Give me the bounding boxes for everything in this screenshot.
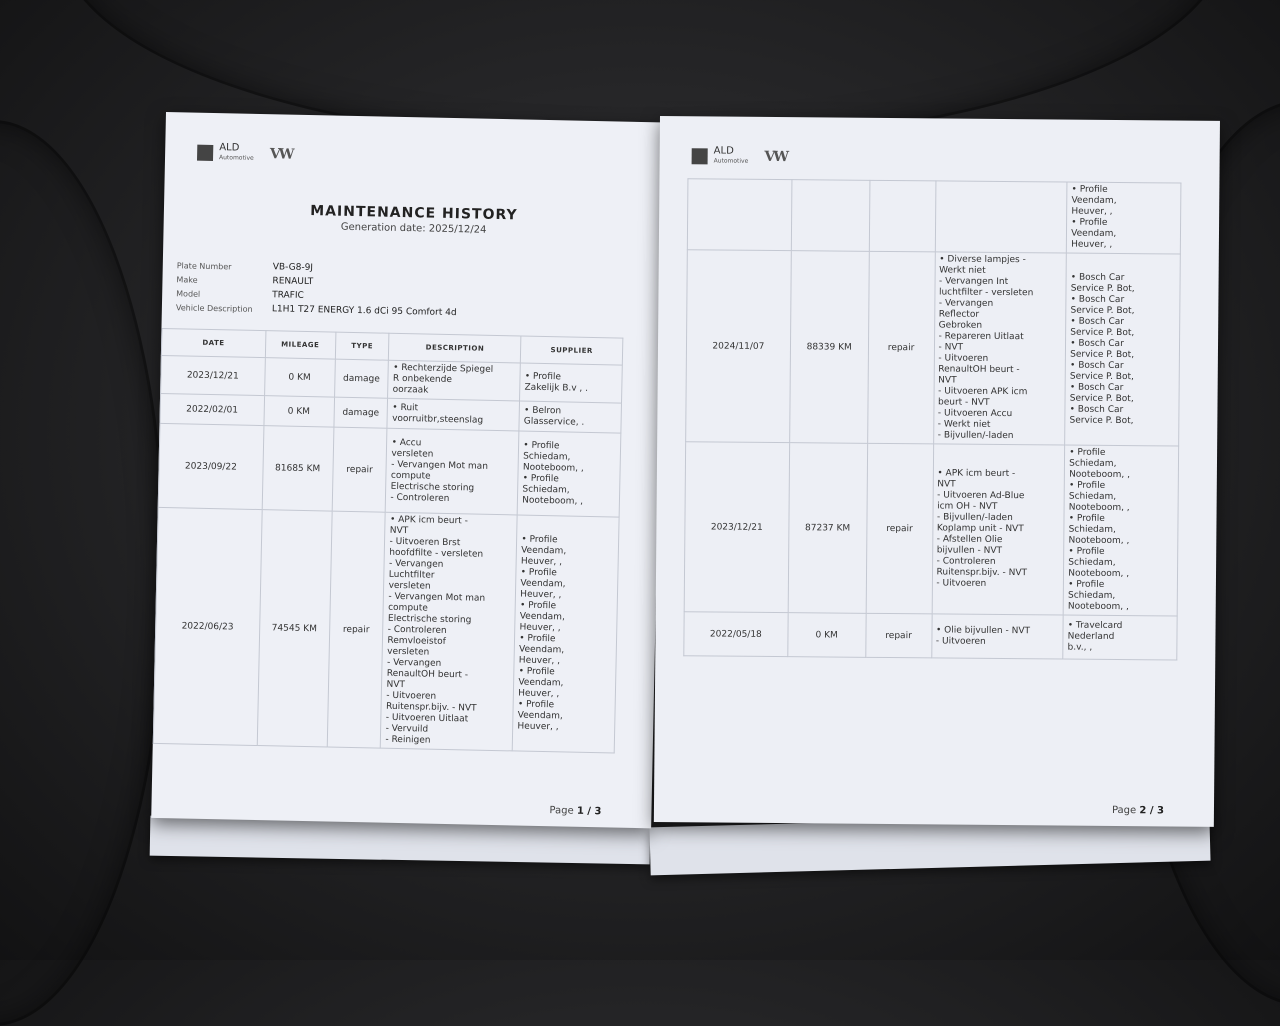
cell-sup: • Profile Zakelijk B.v , . (520, 363, 623, 403)
maintenance-table (153, 328, 624, 754)
brand-sub: Automotive (218, 154, 254, 162)
col-date: DATE (161, 328, 265, 357)
cell-type: repair (867, 251, 935, 444)
cell-type (869, 180, 935, 252)
page-current: 1 (576, 805, 584, 817)
generation-date: Generation date: 2025/12/24 (340, 221, 487, 236)
partner-logo-icon: VW (269, 146, 293, 163)
vehicle-info-value: TRAFIC (272, 290, 304, 301)
vehicle-info-label: Vehicle Description (175, 302, 253, 314)
brand-name: ALD (713, 145, 734, 157)
cell-date: 2023/09/22 (158, 423, 263, 509)
cell-date: 2024/11/07 (686, 250, 791, 443)
cell-date: 2022/05/18 (684, 612, 788, 657)
page-total: 3 (1156, 805, 1165, 817)
table-row (684, 442, 1178, 616)
cell-date: 2022/06/23 (153, 507, 262, 745)
cell-mileage: 88339 KM (789, 251, 869, 444)
table-row (684, 612, 1177, 660)
cell-sup: • Profile Schiedam, Nooteboom, , • Profile Schiedam, Nooteboom, , • Profile Schiedam, Nooteboom, , • Profile Schiedam, Nooteboom, , • Profile Schiedam, Nooteboom, , (1063, 445, 1178, 616)
vehicle-info-value: L1H1 T27 ENERGY 1.6 dCi 95 Comfort 4d (271, 304, 457, 319)
cell-sup: • Profile Schiedam, Nooteboom, , • Profile Schiedam, Nooteboom, , (517, 431, 620, 517)
maintenance-table (683, 178, 1181, 660)
cell-desc: • Rechterzijde Spiegel R onbekende oorzaak (388, 360, 521, 401)
cell-sup: • Belron Glasservice, . (519, 401, 621, 433)
cell-type: repair (332, 427, 388, 512)
cell-sup: • Travelcard Nederland b.v., , (1063, 615, 1177, 660)
vehicle-info-value: RENAULT (272, 276, 314, 288)
cell-date: 2022/02/01 (160, 393, 264, 425)
vehicle-info-value: VB-G8-9J (272, 262, 314, 274)
cell-desc: • Olie bijvullen - NVT - Uitvoeren (931, 614, 1063, 659)
vehicle-info-label: Plate Number (176, 260, 232, 271)
cell-mileage: 0 KM (788, 613, 866, 658)
vehicle-info (176, 258, 458, 320)
brand-name: ALD (219, 142, 240, 154)
page-total: 3 (594, 806, 602, 818)
cell-desc: • APK icm beurt - NVT - Uitvoeren Ad-Blue icm OH - NVT - Bijvullen/-laden Koplamp unit - NVT - Afstellen Olie bijvullen - NVT - Controleren Ruitenspr.bijv. - NVT - Uitvoeren (932, 444, 1065, 615)
seat-contour-left (0, 120, 166, 1026)
partner-logo-icon: VW (764, 148, 788, 166)
cell-type: repair (866, 443, 933, 614)
brand-logo (197, 143, 293, 165)
vehicle-info-label: Make (176, 274, 198, 285)
document-page-1 (151, 112, 666, 828)
col-supplier: SUPPLIER (521, 336, 623, 365)
cell-desc: • Ruit voorruitbr,steenslag (387, 398, 519, 431)
col-description: DESCRIPTION (389, 333, 521, 363)
table-row (687, 179, 1181, 254)
col-mileage: MILEAGE (265, 331, 335, 359)
page-label: Page (1111, 804, 1137, 817)
cell-type: damage (333, 397, 388, 428)
cell-type: damage (334, 359, 389, 398)
brand-sub: Automotive (713, 157, 749, 165)
cell-type: repair (327, 511, 386, 748)
cell-mileage: 0 KM (264, 358, 335, 397)
table-row (158, 423, 621, 517)
brand-logo (692, 146, 787, 167)
table-row (686, 250, 1181, 446)
cell-type: repair (865, 613, 931, 658)
cell-desc (935, 181, 1067, 253)
table-row (153, 507, 619, 753)
cell-mileage: 87237 KM (788, 443, 867, 614)
cell-sup: • Profile Veendam, Heuver, , • Profile Veendam, Heuver, , (1067, 182, 1181, 254)
ald-logo-icon (692, 148, 708, 164)
page-label: Page (549, 805, 574, 817)
ald-logo-icon (197, 145, 213, 161)
col-type: TYPE (335, 332, 389, 360)
cell-mileage: 0 KM (264, 396, 334, 427)
page-number: Page 1 / 3 (549, 805, 602, 818)
page-number: Page 2 / 3 (1111, 804, 1165, 817)
document-page-2 (654, 116, 1220, 827)
vehicle-info-label: Model (176, 288, 201, 299)
cell-desc: • Diverse lampjes - Werkt niet - Vervangen Int luchtfilter - versleten - Vervangen Reflector Gebroken - Repareren Uitlaat - NVT - Uitvoeren RenaultOH beurt - NVT - Uitvoeren APK icm beurt - NVT - Uitvoeren Accu - Werkt niet - Bijvullen/-laden (933, 252, 1066, 445)
cell-desc: • Accu versleten - Vervangen Mot man compute Electrische storing - Controleren (386, 428, 519, 515)
cell-date: 2023/12/21 (684, 442, 789, 613)
page-title: MAINTENANCE HISTORY (310, 203, 518, 224)
cell-desc: • APK icm beurt - NVT - Uitvoeren Brst hoofdfilte - versleten - Vervangen Luchtfilter versleten - Vervangen Mot man compute Electrische storing - Controleren Remvloeistof versleten - Vervangen RenaultOH beurt - NVT - Uitvoeren Ruitenspr.bijv. - NVT - Uitvoeren Uitlaat - Vervuild - Reinigen (381, 512, 518, 751)
cell-date: 2023/12/21 (161, 355, 265, 395)
cell-sup: • Bosch Car Service P. Bot, • Bosch Car Service P. Bot, • Bosch Car Service P. Bot, • Bosch Car Service P. Bot, • Bosch Car Service P. Bot, • Bosch Car Service P. Bot, • Bosch Car Service P. Bot, (1065, 253, 1180, 446)
cell-date (687, 179, 791, 251)
cell-sup: • Profile Veendam, Heuver, , • Profile Veendam, Heuver, , • Profile Veendam, Heuver, , • Profile Veendam, Heuver, , • Profile Veendam, Heuver, , • Profile Veendam, Heuver, , (512, 515, 619, 753)
cell-mileage (791, 180, 869, 252)
cell-mileage: 81685 KM (262, 426, 334, 511)
cell-mileage: 74545 KM (257, 510, 332, 747)
page-current: 2 (1139, 805, 1147, 817)
